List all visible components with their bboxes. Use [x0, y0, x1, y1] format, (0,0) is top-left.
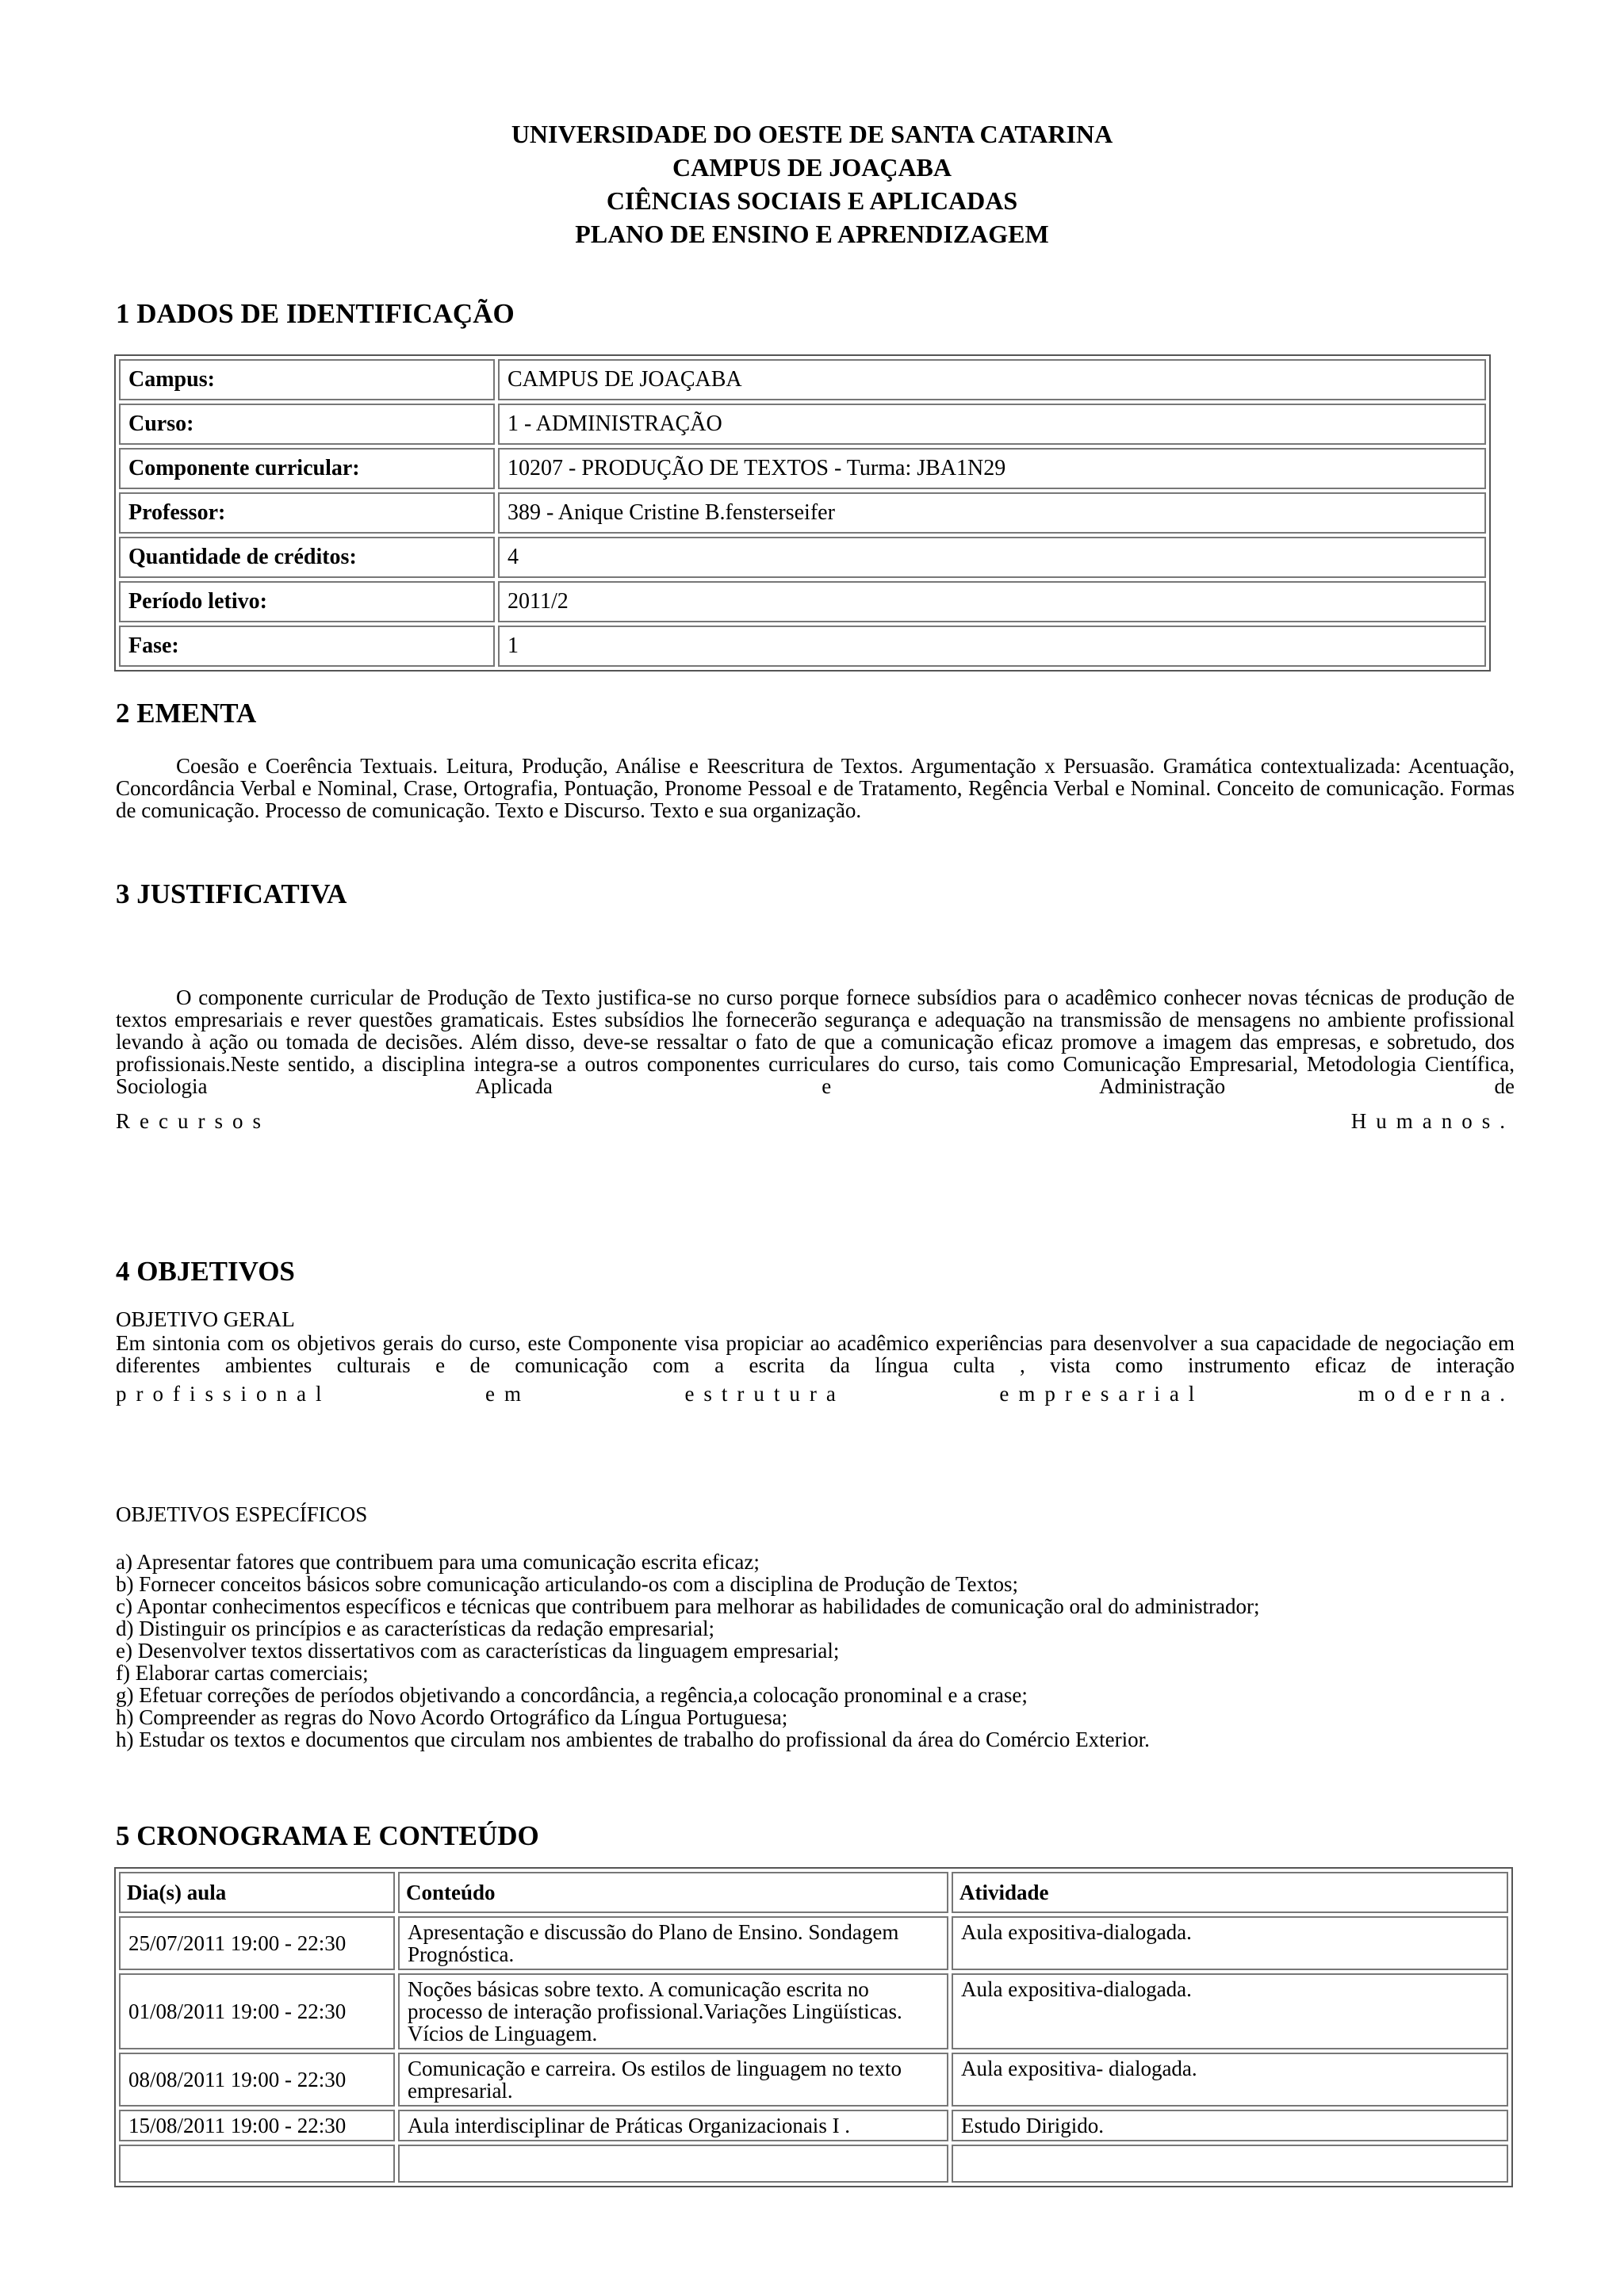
identification-value: 2011/2: [498, 581, 1486, 622]
objetivo-especifico-item: g) Efetuar correções de períodos objetivando a concordância, a regência,a colocação pronominal e a crase;: [116, 1683, 1028, 1707]
cronograma-conteudo-cell: Aula interdisciplinar de Práticas Organizacionais I .: [398, 2110, 948, 2141]
column-header-conteudo: Conteúdo: [398, 1872, 948, 1913]
objetivo-especifico-item: a) Apresentar fatores que contribuem para uma comunicação escrita eficaz;: [116, 1550, 760, 1574]
justificativa-last-word: Recursos: [116, 1109, 270, 1133]
empty-cell: [119, 2145, 395, 2183]
table-row: [119, 2110, 1508, 2141]
objetivo-especifico-item: c) Apontar conhecimentos específicos e técnicas que contribuem para melhorar as habilidades de comunicação oral do administrador;: [116, 1594, 1260, 1618]
objetivo-geral-text: Em sintonia com os objetivos gerais do curso, este Componente visa propiciar ao acadêmico experiências para desenvolver a sua capacidade de negociação em diferentes ambientes culturais e de comunicação com a escrita da língua culta , vista como instrumento eficaz de interação: [116, 1331, 1515, 1377]
cronograma-atividade-cell: Aula expositiva-dialogada.: [952, 1973, 1508, 2049]
justificativa-last-word: Humanos.: [1350, 1109, 1515, 1133]
identification-table: [114, 354, 1491, 672]
cronograma-atividade-cell: Aula expositiva-dialogada.: [952, 1916, 1508, 1970]
empty-cell: [398, 2145, 948, 2183]
identification-row: [119, 537, 1486, 578]
justificativa-text: O componente curricular de Produção de Texto justifica-se no curso porque fornece subsídios para o acadêmico conhecer novas técnicas de produção de textos empresariais e rever questões gramaticais. Estes subsídios lhe fornecerão segurança e adequação na transmissão de mensagens no ambiente profissional levando à ação ou tomada de decisões. Além disso, deve-se ressaltar o fato de que a comunicação eficaz promove a imagem das empresas, e sobretudo, dos profissionais.Neste sentido, a disciplina integra-se a outros componentes curriculares do curso, tais como Comunicação Empresarial, Metodologia Científica, Sociologia Aplicada e Administração de: [116, 985, 1515, 1098]
document-title: PLANO DE ENSINO E APRENDIZAGEM: [575, 220, 1049, 248]
justificativa-last-line: [116, 1110, 1515, 1132]
ementa-heading: 2 EMENTA: [116, 698, 257, 729]
cronograma-atividade-cell: Estudo Dirigido.: [952, 2110, 1508, 2141]
objetivo-especifico-item: h) Compreender as regras do Novo Acordo Ortográfico da Língua Portuguesa;: [116, 1705, 788, 1729]
objetivo-geral-last-word: profissional: [116, 1382, 331, 1406]
identification-value: 1: [498, 626, 1486, 667]
identification-row: [119, 581, 1486, 622]
objetivo-geral-last-word: empresarial: [999, 1382, 1205, 1406]
cronograma-conteudo-cell: Comunicação e carreira. Os estilos de linguagem no texto empresarial.: [398, 2053, 948, 2107]
table-row: [119, 1916, 1508, 1970]
identification-row: [119, 492, 1486, 534]
cronograma-table: [114, 1867, 1513, 2187]
cronograma-heading: 5 CRONOGRAMA E CONTEÚDO: [116, 1820, 539, 1851]
cronograma-dia-cell: 25/07/2011 19:00 - 22:30: [119, 1916, 395, 1970]
column-header-atividade: Atividade: [952, 1872, 1508, 1913]
identification-label: Quantidade de créditos:: [119, 537, 495, 578]
identification-value: 1 - ADMINISTRAÇÃO: [498, 404, 1486, 445]
identification-label: Professor:: [119, 492, 495, 534]
objetivo-especifico-item: d) Distinguir os princípios e as características da redação empresarial;: [116, 1617, 714, 1640]
identification-heading: 1 DADOS DE IDENTIFICAÇÃO: [116, 298, 515, 329]
cronograma-header-row: [119, 1872, 1508, 1913]
objetivo-especifico-item: f) Elaborar cartas comerciais;: [116, 1661, 369, 1685]
objetivo-geral-last-word: em: [485, 1382, 530, 1406]
cronograma-dia-cell: 01/08/2011 19:00 - 22:30: [119, 1973, 395, 2049]
identification-row: [119, 626, 1486, 667]
identification-label: Fase:: [119, 626, 495, 667]
identification-label: Período letivo:: [119, 581, 495, 622]
objetivo-geral-last-word: estrutura: [684, 1382, 845, 1406]
identification-label: Curso:: [119, 404, 495, 445]
identification-label: Campus:: [119, 359, 495, 400]
cronograma-atividade-cell: Aula expositiva- dialogada.: [952, 2053, 1508, 2107]
cronograma-conteudo-cell: Apresentação e discussão do Plano de Ensino. Sondagem Prognóstica.: [398, 1916, 948, 1970]
objetivo-geral-label: OBJETIVO GERAL: [116, 1307, 295, 1331]
identification-row: [119, 359, 1486, 400]
ementa-text: Coesão e Coerência Textuais. Leitura, Produção, Análise e Reescritura de Textos. Argumentação x Persuasão. Gramática contextualizada: Acentuação, Concordância Verbal e Nominal, Crase, Ortografia, Pontuação, Pronome Pessoal e de Tratamento, Regência Verbal e Nominal. Conceito de comunicação. Formas de comunicação. Processo de comunicação. Texto e Discurso. Texto e sua organização.: [116, 754, 1515, 822]
identification-label: Componente curricular:: [119, 448, 495, 489]
objetivos-especificos-label: OBJETIVOS ESPECÍFICOS: [116, 1502, 368, 1526]
university-name: UNIVERSIDADE DO OESTE DE SANTA CATARINA: [511, 120, 1113, 148]
table-row-empty: [119, 2145, 1508, 2183]
objetivo-especifico-item: b) Fornecer conceitos básicos sobre comunicação articulando-os com a disciplina de Produção de Textos;: [116, 1572, 1018, 1596]
identification-value: 4: [498, 537, 1486, 578]
identification-value: CAMPUS DE JOAÇABA: [498, 359, 1486, 400]
cronograma-conteudo-cell: Noções básicas sobre texto. A comunicação escrita no processo de interação profissional.Variações Lingüísticas. Vícios de Linguagem.: [398, 1973, 948, 2049]
identification-row: [119, 404, 1486, 445]
objetivos-heading: 4 OBJETIVOS: [116, 1256, 295, 1287]
objetivo-geral-last-line: [116, 1383, 1515, 1405]
identification-value: 389 - Anique Cristine B.fensterseifer: [498, 492, 1486, 534]
cronograma-dia-cell: 08/08/2011 19:00 - 22:30: [119, 2053, 395, 2107]
campus-name: CAMPUS DE JOAÇABA: [672, 153, 952, 182]
empty-cell: [952, 2145, 1508, 2183]
objetivo-especifico-item: h) Estudar os textos e documentos que circulam nos ambientes de trabalho do profissional da área do Comércio Exterior.: [116, 1728, 1150, 1751]
area-name: CIÊNCIAS SOCIAIS E APLICADAS: [606, 186, 1018, 215]
identification-row: [119, 448, 1486, 489]
objetivo-especifico-item: e) Desenvolver textos dissertativos com as características da linguagem empresarial;: [116, 1639, 840, 1663]
column-header-dia: Dia(s) aula: [119, 1872, 395, 1913]
objetivos-especificos-list: [116, 1551, 1515, 1751]
objetivo-geral-last-word: moderna.: [1358, 1382, 1515, 1406]
identification-value: 10207 - PRODUÇÃO DE TEXTOS - Turma: JBA1N29: [498, 448, 1486, 489]
cronograma-dia-cell: 15/08/2011 19:00 - 22:30: [119, 2110, 395, 2141]
table-row: [119, 2053, 1508, 2107]
justificativa-heading: 3 JUSTIFICATIVA: [116, 878, 347, 909]
table-row: [119, 1973, 1508, 2049]
